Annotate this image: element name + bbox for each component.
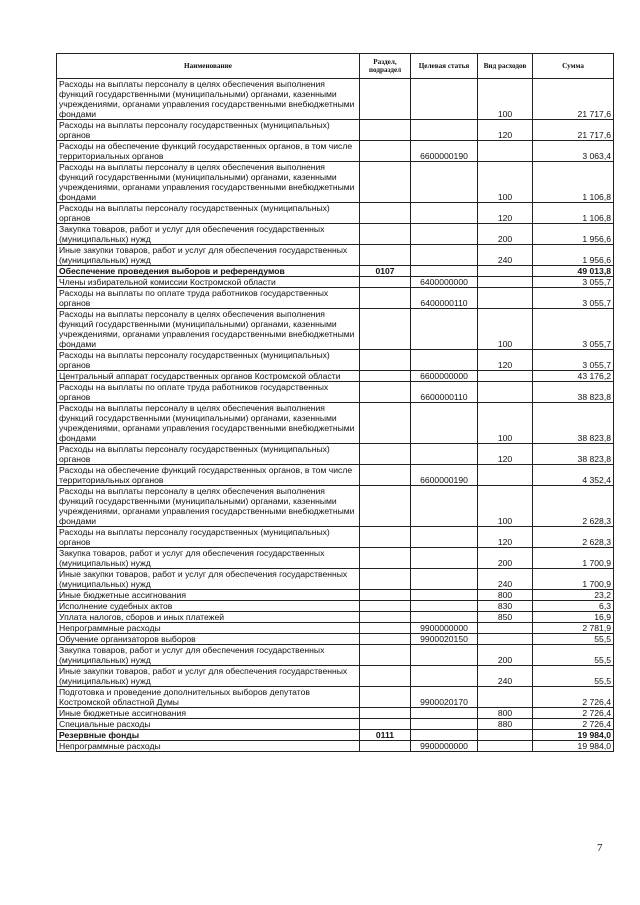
table-row bbox=[57, 612, 614, 623]
name-cell: Расходы на выплаты персоналу в целях обеспечения выполнения функций государственными (муниципальными) органами, казенными учреждениями, органами управления государственными внебюджетными фондами bbox=[57, 403, 360, 444]
sum-cell: 2 726,4 bbox=[533, 687, 614, 708]
section-cell bbox=[360, 203, 411, 224]
table-row bbox=[57, 79, 614, 120]
type-cell: 120 bbox=[478, 203, 533, 224]
table-row bbox=[57, 403, 614, 444]
section-cell bbox=[360, 645, 411, 666]
section-cell bbox=[360, 371, 411, 382]
type-cell: 830 bbox=[478, 601, 533, 612]
type-cell bbox=[478, 141, 533, 162]
name-cell: Расходы на выплаты персоналу государственных (муниципальных) органов bbox=[57, 444, 360, 465]
target-cell bbox=[411, 590, 478, 601]
section-cell bbox=[360, 590, 411, 601]
type-cell: 100 bbox=[478, 309, 533, 350]
section-cell: 0107 bbox=[360, 266, 411, 277]
target-cell bbox=[411, 666, 478, 687]
name-cell: Расходы на выплаты персоналу в целях обеспечения выполнения функций государственными (муниципальными) органами, казенными учреждениями, органами управления государственными внебюджетными фондами bbox=[57, 79, 360, 120]
header-section: Раздел, подраздел bbox=[360, 54, 411, 79]
section-cell bbox=[360, 382, 411, 403]
section-cell: 0111 bbox=[360, 730, 411, 741]
target-cell bbox=[411, 266, 478, 277]
type-cell bbox=[478, 371, 533, 382]
sum-cell: 2 726,4 bbox=[533, 708, 614, 719]
section-cell bbox=[360, 687, 411, 708]
section-cell bbox=[360, 403, 411, 444]
section-cell bbox=[360, 569, 411, 590]
name-cell: Расходы на выплаты персоналу в целях обеспечения выполнения функций государственными (муниципальными) органами, казенными учреждениями, органами управления государственными внебюджетными фондами bbox=[57, 162, 360, 203]
target-cell: 9900000000 bbox=[411, 623, 478, 634]
table-row bbox=[57, 224, 614, 245]
sum-cell: 1 106,8 bbox=[533, 162, 614, 203]
sum-cell: 6,3 bbox=[533, 601, 614, 612]
table-row bbox=[57, 266, 614, 277]
table-row bbox=[57, 309, 614, 350]
section-cell bbox=[360, 465, 411, 486]
type-cell: 240 bbox=[478, 569, 533, 590]
target-cell bbox=[411, 548, 478, 569]
table-row bbox=[57, 634, 614, 645]
table-row bbox=[57, 719, 614, 730]
header-name: Наименование bbox=[57, 54, 360, 79]
target-cell bbox=[411, 708, 478, 719]
sum-cell: 2 726,4 bbox=[533, 719, 614, 730]
table-row bbox=[57, 741, 614, 752]
section-cell bbox=[360, 527, 411, 548]
table-row bbox=[57, 162, 614, 203]
budget-table bbox=[56, 53, 614, 752]
name-cell: Расходы на обеспечение функций государственных органов, в том числе территориальных органов bbox=[57, 141, 360, 162]
header-target: Целевая статья bbox=[411, 54, 478, 79]
table-row bbox=[57, 120, 614, 141]
section-cell bbox=[360, 120, 411, 141]
table-row bbox=[57, 730, 614, 741]
name-cell: Резервные фонды bbox=[57, 730, 360, 741]
table-row bbox=[57, 277, 614, 288]
target-cell bbox=[411, 245, 478, 266]
sum-cell: 38 823,8 bbox=[533, 382, 614, 403]
type-cell: 200 bbox=[478, 548, 533, 569]
table-row bbox=[57, 245, 614, 266]
name-cell: Иные закупки товаров, работ и услуг для обеспечения государственных (муниципальных) нужд bbox=[57, 666, 360, 687]
header-sum: Сумма bbox=[533, 54, 614, 79]
target-cell bbox=[411, 444, 478, 465]
section-cell bbox=[360, 623, 411, 634]
table-row bbox=[57, 486, 614, 527]
table-row bbox=[57, 371, 614, 382]
sum-cell: 43 176,2 bbox=[533, 371, 614, 382]
type-cell: 240 bbox=[478, 245, 533, 266]
name-cell: Расходы на выплаты персоналу в целях обеспечения выполнения функций государственными (муниципальными) органами, казенными учреждениями, органами управления государственными внебюджетными фондами bbox=[57, 486, 360, 527]
target-cell: 6400000000 bbox=[411, 277, 478, 288]
target-cell bbox=[411, 350, 478, 371]
type-cell bbox=[478, 730, 533, 741]
target-cell bbox=[411, 601, 478, 612]
sum-cell: 3 055,7 bbox=[533, 350, 614, 371]
section-cell bbox=[360, 486, 411, 527]
type-cell bbox=[478, 687, 533, 708]
name-cell: Расходы на выплаты персоналу государственных (муниципальных) органов bbox=[57, 527, 360, 548]
name-cell: Закупка товаров, работ и услуг для обеспечения государственных (муниципальных) нужд bbox=[57, 645, 360, 666]
type-cell: 200 bbox=[478, 224, 533, 245]
name-cell: Обеспечение проведения выборов и референдумов bbox=[57, 266, 360, 277]
section-cell bbox=[360, 666, 411, 687]
header-type: Вид расходов bbox=[478, 54, 533, 79]
target-cell: 6600000110 bbox=[411, 382, 478, 403]
sum-cell: 55,5 bbox=[533, 634, 614, 645]
table-row bbox=[57, 141, 614, 162]
target-cell bbox=[411, 120, 478, 141]
sum-cell: 4 352,4 bbox=[533, 465, 614, 486]
sum-cell: 38 823,8 bbox=[533, 444, 614, 465]
table-row bbox=[57, 590, 614, 601]
sum-cell: 23,2 bbox=[533, 590, 614, 601]
type-cell: 120 bbox=[478, 350, 533, 371]
target-cell: 9900000000 bbox=[411, 741, 478, 752]
type-cell: 240 bbox=[478, 666, 533, 687]
target-cell bbox=[411, 309, 478, 350]
section-cell bbox=[360, 612, 411, 623]
type-cell: 200 bbox=[478, 645, 533, 666]
name-cell: Расходы на выплаты персоналу государственных (муниципальных) органов bbox=[57, 203, 360, 224]
name-cell: Непрограммные расходы bbox=[57, 623, 360, 634]
table-row bbox=[57, 708, 614, 719]
table-row bbox=[57, 203, 614, 224]
name-cell: Обучение организаторов выборов bbox=[57, 634, 360, 645]
target-cell bbox=[411, 162, 478, 203]
table-body bbox=[57, 79, 614, 752]
sum-cell: 1 956,6 bbox=[533, 224, 614, 245]
target-cell: 6400000110 bbox=[411, 288, 478, 309]
type-cell bbox=[478, 288, 533, 309]
target-cell: 9900020170 bbox=[411, 687, 478, 708]
type-cell: 120 bbox=[478, 527, 533, 548]
target-cell: 9900020150 bbox=[411, 634, 478, 645]
sum-cell: 1 700,9 bbox=[533, 548, 614, 569]
target-cell bbox=[411, 203, 478, 224]
sum-cell: 38 823,8 bbox=[533, 403, 614, 444]
section-cell bbox=[360, 444, 411, 465]
section-cell bbox=[360, 141, 411, 162]
sum-cell: 3 055,7 bbox=[533, 288, 614, 309]
type-cell: 880 bbox=[478, 719, 533, 730]
section-cell bbox=[360, 634, 411, 645]
target-cell bbox=[411, 486, 478, 527]
section-cell bbox=[360, 548, 411, 569]
type-cell: 850 bbox=[478, 612, 533, 623]
name-cell: Закупка товаров, работ и услуг для обеспечения государственных (муниципальных) нужд bbox=[57, 548, 360, 569]
section-cell bbox=[360, 245, 411, 266]
section-cell bbox=[360, 79, 411, 120]
target-cell bbox=[411, 645, 478, 666]
type-cell: 100 bbox=[478, 79, 533, 120]
name-cell: Уплата налогов, сборов и иных платежей bbox=[57, 612, 360, 623]
section-cell bbox=[360, 162, 411, 203]
target-cell bbox=[411, 612, 478, 623]
table-row bbox=[57, 350, 614, 371]
name-cell: Расходы на обеспечение функций государственных органов, в том числе территориальных органов bbox=[57, 465, 360, 486]
sum-cell: 1 700,9 bbox=[533, 569, 614, 590]
type-cell bbox=[478, 741, 533, 752]
name-cell: Расходы на выплаты персоналу государственных (муниципальных) органов bbox=[57, 120, 360, 141]
table-row bbox=[57, 601, 614, 612]
name-cell: Члены избирательной комиссии Костромской области bbox=[57, 277, 360, 288]
name-cell: Исполнение судебных актов bbox=[57, 601, 360, 612]
type-cell: 120 bbox=[478, 120, 533, 141]
table-row bbox=[57, 548, 614, 569]
name-cell: Расходы на выплаты по оплате труда работников государственных органов bbox=[57, 382, 360, 403]
name-cell: Подготовка и проведение дополнительных выборов депутатов Костромской областной Думы bbox=[57, 687, 360, 708]
section-cell bbox=[360, 601, 411, 612]
name-cell: Иные бюджетные ассигнования bbox=[57, 708, 360, 719]
target-cell: 6600000000 bbox=[411, 371, 478, 382]
sum-cell: 1 956,6 bbox=[533, 245, 614, 266]
type-cell bbox=[478, 277, 533, 288]
section-cell bbox=[360, 719, 411, 730]
name-cell: Непрограммные расходы bbox=[57, 741, 360, 752]
name-cell: Иные закупки товаров, работ и услуг для обеспечения государственных (муниципальных) нужд bbox=[57, 245, 360, 266]
sum-cell: 16,9 bbox=[533, 612, 614, 623]
sum-cell: 55,5 bbox=[533, 666, 614, 687]
name-cell: Расходы на выплаты по оплате труда работников государственных органов bbox=[57, 288, 360, 309]
target-cell bbox=[411, 569, 478, 590]
type-cell: 100 bbox=[478, 403, 533, 444]
type-cell: 120 bbox=[478, 444, 533, 465]
type-cell bbox=[478, 382, 533, 403]
name-cell: Специальные расходы bbox=[57, 719, 360, 730]
table-row bbox=[57, 382, 614, 403]
section-cell bbox=[360, 277, 411, 288]
table-row bbox=[57, 645, 614, 666]
type-cell bbox=[478, 266, 533, 277]
target-cell bbox=[411, 403, 478, 444]
name-cell: Центральный аппарат государственных органов Костромской области bbox=[57, 371, 360, 382]
section-cell bbox=[360, 708, 411, 719]
table-header-row bbox=[57, 54, 614, 79]
table-row bbox=[57, 666, 614, 687]
name-cell: Иные бюджетные ассигнования bbox=[57, 590, 360, 601]
target-cell bbox=[411, 719, 478, 730]
sum-cell: 2 781,9 bbox=[533, 623, 614, 634]
target-cell bbox=[411, 730, 478, 741]
table-row bbox=[57, 444, 614, 465]
table-row bbox=[57, 288, 614, 309]
sum-cell: 3 055,7 bbox=[533, 277, 614, 288]
target-cell: 6600000190 bbox=[411, 465, 478, 486]
table-row bbox=[57, 687, 614, 708]
sum-cell: 1 106,8 bbox=[533, 203, 614, 224]
table-row bbox=[57, 465, 614, 486]
page-number: 7 bbox=[597, 842, 603, 854]
name-cell: Расходы на выплаты персоналу государственных (муниципальных) органов bbox=[57, 350, 360, 371]
target-cell bbox=[411, 224, 478, 245]
type-cell bbox=[478, 634, 533, 645]
sum-cell: 21 717,6 bbox=[533, 120, 614, 141]
sum-cell: 19 984,0 bbox=[533, 741, 614, 752]
type-cell: 800 bbox=[478, 708, 533, 719]
target-cell: 6600000190 bbox=[411, 141, 478, 162]
table-row bbox=[57, 569, 614, 590]
section-cell bbox=[360, 224, 411, 245]
type-cell: 800 bbox=[478, 590, 533, 601]
name-cell: Расходы на выплаты персоналу в целях обеспечения выполнения функций государственными (муниципальными) органами, казенными учреждениями, органами управления государственными внебюджетными фондами bbox=[57, 309, 360, 350]
sum-cell: 3 063,4 bbox=[533, 141, 614, 162]
section-cell bbox=[360, 309, 411, 350]
sum-cell: 19 984,0 bbox=[533, 730, 614, 741]
section-cell bbox=[360, 741, 411, 752]
sum-cell: 3 055,7 bbox=[533, 309, 614, 350]
name-cell: Закупка товаров, работ и услуг для обеспечения государственных (муниципальных) нужд bbox=[57, 224, 360, 245]
table-row bbox=[57, 623, 614, 634]
section-cell bbox=[360, 350, 411, 371]
sum-cell: 49 013,8 bbox=[533, 266, 614, 277]
section-cell bbox=[360, 288, 411, 309]
sum-cell: 2 628,3 bbox=[533, 486, 614, 527]
target-cell bbox=[411, 527, 478, 548]
type-cell: 100 bbox=[478, 162, 533, 203]
sum-cell: 2 628,3 bbox=[533, 527, 614, 548]
target-cell bbox=[411, 79, 478, 120]
name-cell: Иные закупки товаров, работ и услуг для обеспечения государственных (муниципальных) нужд bbox=[57, 569, 360, 590]
table-row bbox=[57, 527, 614, 548]
type-cell bbox=[478, 623, 533, 634]
sum-cell: 21 717,6 bbox=[533, 79, 614, 120]
type-cell bbox=[478, 465, 533, 486]
type-cell: 100 bbox=[478, 486, 533, 527]
sum-cell: 55,5 bbox=[533, 645, 614, 666]
